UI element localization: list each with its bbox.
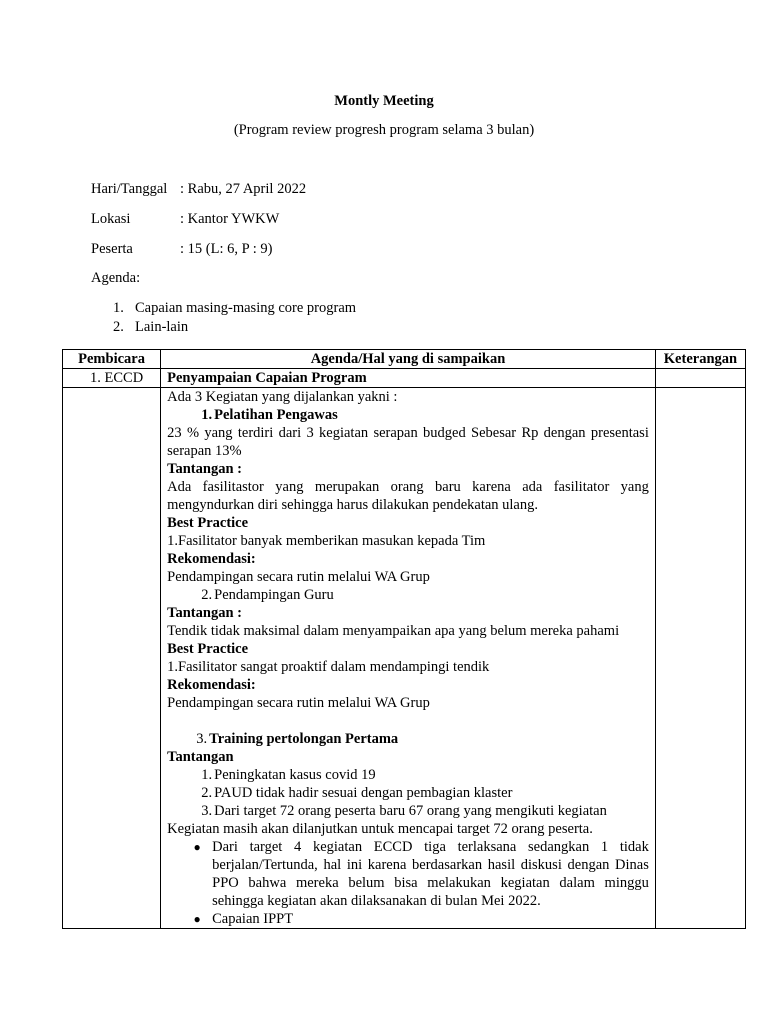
agenda-item-number: 2. (113, 319, 124, 335)
agenda-item (113, 300, 356, 317)
activity-1-best-practice: 1.Fasilitator banyak memberikan masukan kepada Tim (167, 533, 486, 549)
rekomendasi-label: Rekomendasi: (167, 677, 256, 693)
activity-1-tantangan: Ada fasilitastor yang merupakan orang baru karena ada fasilitator yang mengyndurkan diri sehingga harus dilakukan pendekatan ulang. (167, 479, 649, 513)
info-label: Lokasi (91, 211, 131, 227)
section-title: Penyampaian Capaian Program (161, 369, 656, 388)
info-value: : 15 (L: 6, P : 9) (180, 241, 273, 257)
document-subtitle: (Program review progresh program selama 3 bulan) (233, 122, 535, 138)
list-item (167, 766, 649, 784)
bullet-icon: ● (193, 912, 201, 926)
info-label: Hari/Tanggal (91, 181, 168, 197)
intro-text: Ada 3 Kegiatan yang dijalankan yakni : (167, 389, 398, 405)
activity-title: Training pertolongan Pertama (209, 731, 399, 747)
agenda-content-cell (161, 388, 656, 929)
activity-number: 3. (196, 731, 208, 747)
table-header-row (63, 350, 746, 369)
list-text: PAUD tidak hadir sesuai dengan pembagian klaster (214, 785, 513, 801)
tantangan-label: Tantangan : (167, 605, 242, 621)
best-practice-label: Best Practice (167, 515, 249, 531)
list-number: 2. (201, 785, 213, 801)
activity-1-heading (167, 406, 649, 424)
activity-title: Pendampingan Guru (214, 587, 334, 603)
rekomendasi-label: Rekomendasi: (167, 551, 256, 567)
header-notes: Keterangan (655, 350, 745, 369)
list-item (167, 784, 649, 802)
list-text: Dari target 72 orang peserta baru 67 orang yang mengikuti kegiatan (214, 803, 607, 819)
bullet-text: Dari target 4 kegiatan ECCD tiga terlaksana sedangkan 1 tidak berjalan/Tertunda, hal ini karena berdasarkan hasil diskusi dengan Dinas PPO bahwa mereka belum bisa melakukan kegiatan dalam minggu sehingga kegiatan akan dilaksanakan di bulan Mei 2022. (212, 839, 649, 909)
bullet-text: Capaian IPPT (212, 911, 294, 927)
bullet-item (167, 838, 649, 910)
document-title: Montly Meeting (334, 93, 434, 109)
agenda-item-text: Capaian masing-masing core program (135, 300, 357, 316)
table-row (63, 388, 746, 929)
bullet-item (167, 910, 649, 928)
tantangan-label: Tantangan : (167, 461, 242, 477)
activity-3-note: Kegiatan masih akan dilanjutkan untuk mencapai target 72 orang peserta. (167, 821, 593, 837)
info-label: Peserta (91, 241, 133, 257)
tantangan-label: Tantangan (167, 749, 234, 765)
meeting-table (62, 349, 746, 929)
bullet-icon: ● (193, 840, 201, 854)
header-speaker: Pembicara (63, 350, 161, 369)
activity-1-rekomendasi: Pendampingan secara rutin melalui WA Grup (167, 569, 430, 585)
agenda-item-text: Lain-lain (135, 319, 189, 335)
info-row-location (91, 211, 279, 228)
activity-number: 1. (201, 407, 213, 423)
agenda-item-number: 1. (113, 300, 124, 316)
info-value: : Rabu, 27 April 2022 (180, 181, 307, 197)
list-item (167, 802, 649, 820)
speaker-cell-empty (63, 388, 161, 929)
info-row-participants (91, 241, 273, 258)
activity-number: 2. (201, 587, 213, 603)
activity-2-heading (167, 586, 649, 604)
speaker-cell: 1. ECCD (63, 369, 161, 388)
list-text: Peningkatan kasus covid 19 (214, 767, 376, 783)
agenda-label: Agenda: (91, 270, 141, 286)
activity-2-rekomendasi: Pendampingan secara rutin melalui WA Grup (167, 695, 430, 711)
agenda-item (113, 319, 188, 336)
table-row (63, 369, 746, 388)
notes-cell (655, 369, 745, 388)
best-practice-label: Best Practice (167, 641, 249, 657)
activity-2-best-practice: 1.Fasilitator sangat proaktif dalam mendampingi tendik (167, 659, 490, 675)
info-row-date (91, 181, 306, 198)
list-number: 1. (201, 767, 213, 783)
notes-cell (655, 388, 745, 929)
info-value: : Kantor YWKW (180, 211, 280, 227)
activity-title: Pelatihan Pengawas (214, 407, 338, 423)
activity-3-heading (167, 730, 649, 748)
activity-2-tantangan: Tendik tidak maksimal dalam menyampaikan apa yang belum mereka pahami (167, 623, 620, 639)
list-number: 3. (201, 803, 213, 819)
activity-1-text: 23 % yang terdiri dari 3 kegiatan serapan budged Sebesar Rp dengan presentasi serapan 13% (167, 425, 649, 459)
header-agenda: Agenda/Hal yang di sampaikan (161, 350, 656, 369)
